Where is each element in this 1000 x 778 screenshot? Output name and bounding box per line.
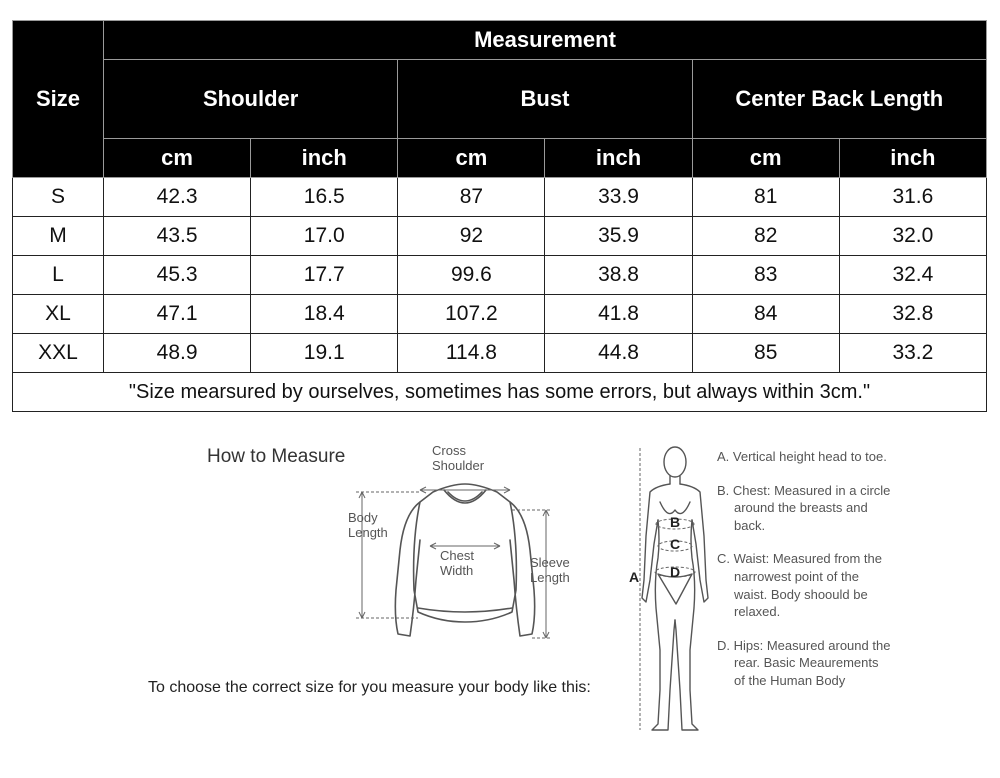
table-cell: 47.1 <box>104 295 251 334</box>
body-diagram <box>630 440 720 740</box>
table-cell: 18.4 <box>251 295 398 334</box>
chest-width-label: Chest Width <box>440 548 474 578</box>
sleeve-length-label: Sleeve Length <box>530 555 570 585</box>
table-cell: 85 <box>692 334 839 373</box>
size-chart-table <box>12 20 987 412</box>
how-to-measure-title: How to Measure <box>207 446 346 467</box>
table-cell: 32.0 <box>839 217 986 256</box>
table-cell: 48.9 <box>104 334 251 373</box>
table-cell: 81 <box>692 178 839 217</box>
bust-header: Bust <box>398 60 692 139</box>
table-cell: 83 <box>692 256 839 295</box>
center-back-length-header: Center Back Length <box>692 60 986 139</box>
measurement-notes <box>717 448 892 706</box>
cross-shoulder-label: Cross Shoulder <box>432 443 485 473</box>
table-cell: 16.5 <box>251 178 398 217</box>
height-marker-a: A <box>629 569 640 585</box>
size-cell: XL <box>13 295 104 334</box>
table-cell: 32.8 <box>839 295 986 334</box>
size-column-header: Size <box>13 21 104 178</box>
table-row <box>13 178 987 217</box>
shoulder-header: Shoulder <box>104 60 398 139</box>
table-cell: 107.2 <box>398 295 545 334</box>
size-cell: XXL <box>13 334 104 373</box>
table-cell: 84 <box>692 295 839 334</box>
hips-marker-d: D <box>670 564 681 580</box>
table-cell: 19.1 <box>251 334 398 373</box>
table-cell: 35.9 <box>545 217 692 256</box>
table-cell: 87 <box>398 178 545 217</box>
table-cell: 44.8 <box>545 334 692 373</box>
table-cell: 99.6 <box>398 256 545 295</box>
waist-marker-c: C <box>670 536 681 552</box>
note-row <box>13 373 987 412</box>
unit-header: cm <box>104 139 251 178</box>
size-cell: M <box>13 217 104 256</box>
table-cell: 33.2 <box>839 334 986 373</box>
unit-header: cm <box>692 139 839 178</box>
table-cell: 31.6 <box>839 178 986 217</box>
unit-header: inch <box>251 139 398 178</box>
table-row <box>13 295 987 334</box>
unit-header: inch <box>545 139 692 178</box>
table-cell: 17.7 <box>251 256 398 295</box>
unit-header: cm <box>398 139 545 178</box>
table-cell: 38.8 <box>545 256 692 295</box>
note-height: A. Vertical height head to toe. <box>717 449 887 464</box>
measurement-header: Measurement <box>104 21 987 60</box>
table-cell: 114.8 <box>398 334 545 373</box>
note-chest: B. Chest: Measured in a circle around the breasts and back. <box>717 482 891 533</box>
table-cell: 33.9 <box>545 178 692 217</box>
table-row <box>13 334 987 373</box>
note-waist: C. Waist: Measured from the narrowest point of the waist. Body shoould be relaxed. <box>717 551 882 620</box>
table-cell: 45.3 <box>104 256 251 295</box>
chest-marker-b: B <box>670 514 681 530</box>
table-cell: 32.4 <box>839 256 986 295</box>
table-cell: 82 <box>692 217 839 256</box>
size-cell: L <box>13 256 104 295</box>
table-row <box>13 256 987 295</box>
table-cell: 92 <box>398 217 545 256</box>
table-cell: 42.3 <box>104 178 251 217</box>
table-cell: 41.8 <box>545 295 692 334</box>
measurement-note: "Size mearsured by ourselves, sometimes has some errors, but always within 3cm." <box>13 373 987 412</box>
body-length-label: Body Length <box>348 510 388 540</box>
table-row <box>13 217 987 256</box>
table-cell: 17.0 <box>251 217 398 256</box>
table-cell: 43.5 <box>104 217 251 256</box>
note-hips: D. Hips: Measured around the rear. Basic Meaurements of the Human Body <box>717 637 891 688</box>
size-cell: S <box>13 178 104 217</box>
unit-header: inch <box>839 139 986 178</box>
choose-size-instruction: To choose the correct size for you measure your body like this: <box>148 679 591 696</box>
